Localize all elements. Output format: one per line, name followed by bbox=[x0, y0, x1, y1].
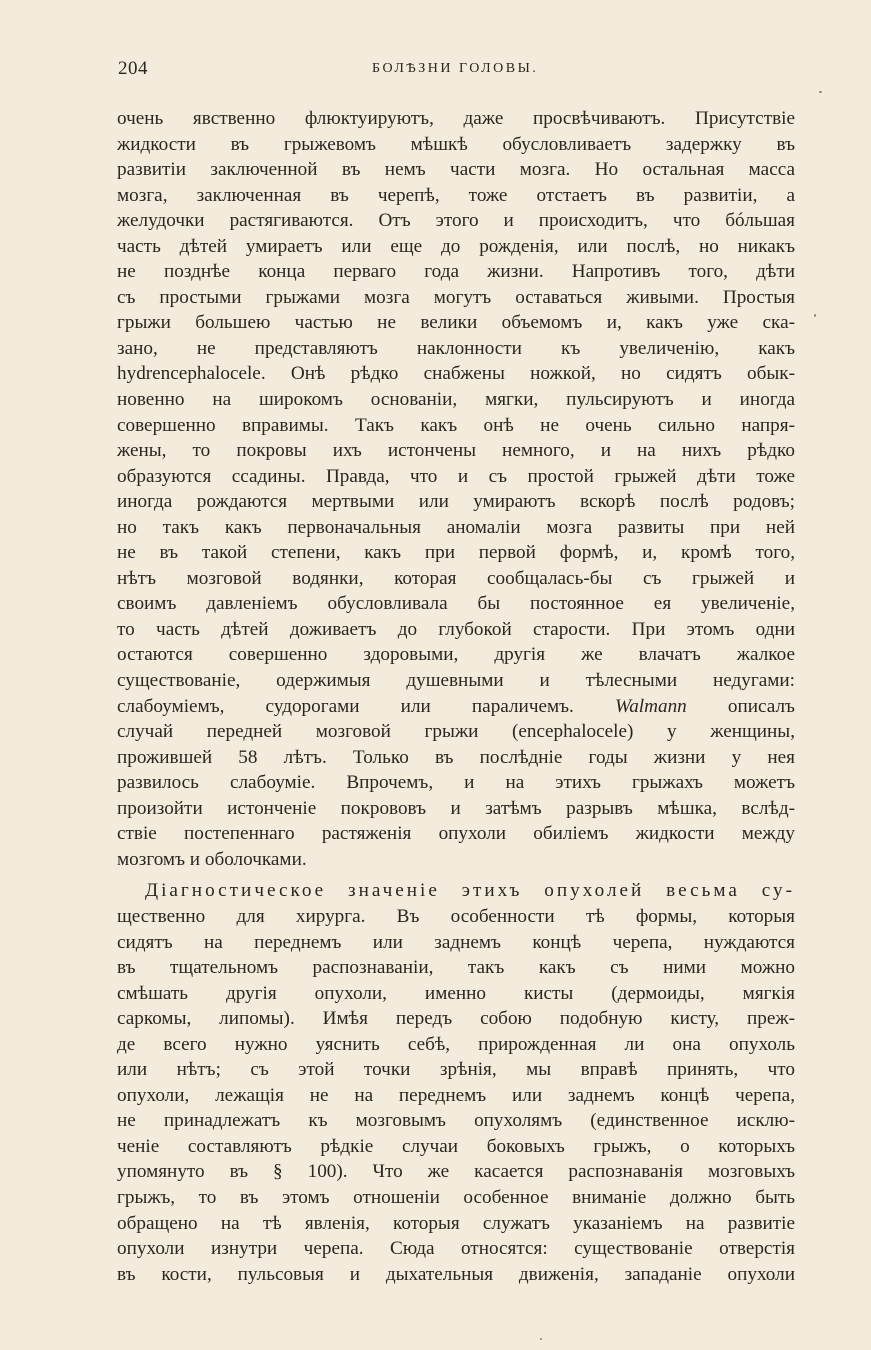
text-line: де всего нужно уяснить себѣ, прирожденная ли она опухоль bbox=[117, 1033, 795, 1055]
page-header bbox=[118, 58, 794, 88]
text-line: остаются совершенно здоровыми, другія же влачатъ жалкое bbox=[117, 644, 795, 666]
text-line: съ простыми грыжами мозга могутъ оставаться живыми. Простыя bbox=[117, 286, 795, 308]
text-line: обращено на тѣ явленія, которыя служатъ указаніемъ на развитіе bbox=[117, 1212, 795, 1234]
text-line: своимъ давленіемъ обусловливала бы постоянное ея увеличеніе, bbox=[117, 593, 795, 615]
text-line: нѣтъ мозговой водянки, которая сообщалась-бы съ грыжей и bbox=[117, 567, 795, 589]
text-line: слабоуміемъ, судорогами или параличемъ. Walmann описалъ bbox=[117, 695, 795, 717]
text-line: упомянуто въ § 100). Что же касается распознаванія мозговыхъ bbox=[117, 1161, 795, 1183]
text-line: иногда рождаются мертвыми или умираютъ вскорѣ послѣ родовъ; bbox=[117, 491, 795, 513]
text-line: въ тщательномъ распознаваніи, такъ какъ съ ними можно bbox=[117, 957, 795, 979]
text-line: ствіе постепеннаго растяженія опухоли обиліемъ жидкости между bbox=[117, 823, 795, 845]
page-number: 204 bbox=[118, 58, 148, 79]
text-line: жены, то покровы ихъ истончены немного, и на нихъ рѣдко bbox=[117, 440, 795, 462]
paragraph-2 bbox=[117, 878, 795, 1287]
paper-speck bbox=[819, 91, 822, 93]
text-line: сидятъ на переднемъ или заднемъ концѣ черепа, нуждаются bbox=[117, 931, 795, 953]
paper-speck bbox=[814, 314, 816, 317]
text-line: щественно для хирурга. Въ особенности тѣ формы, которыя bbox=[117, 905, 795, 927]
text-line: совершенно вправимы. Такъ какъ онѣ не очень сильно напря- bbox=[117, 414, 795, 436]
text-line: желудочки растягиваются. Отъ этого и происходитъ, что бóльшая bbox=[117, 210, 795, 232]
text-line: hydrencephalocele. Онѣ рѣдко снабжены ножкой, но сидятъ обык- bbox=[117, 363, 795, 385]
text-line: или нѣтъ; съ этой точки зрѣнія, мы вправѣ принять, что bbox=[117, 1059, 795, 1081]
text-line: мозгомъ и оболочками. bbox=[117, 848, 307, 870]
text-line: новенно на широкомъ основаніи, мягки, пульсируютъ и иногда bbox=[117, 389, 795, 411]
text-line: не въ такой степени, какъ при первой формѣ, и, кромѣ того, bbox=[117, 542, 795, 564]
author-name: Walmann bbox=[614, 695, 687, 717]
text-line: развилось слабоуміе. Впрочемъ, и на этихъ грыжахъ можетъ bbox=[117, 772, 795, 794]
text-line: но такъ какъ первоначальныя аномаліи мозга развиты при ней bbox=[117, 516, 795, 538]
text-line: развитіи заключенной въ немъ части мозга. Но остальная масса bbox=[117, 159, 795, 181]
text-line: ченіе составляютъ рѣдкіе случаи боковыхъ грыжъ, о которыхъ bbox=[117, 1135, 795, 1157]
text-line: существованіе, одержимыя душевными и тѣлесными недугами: bbox=[117, 670, 795, 692]
paper-speck bbox=[540, 1338, 542, 1340]
text-line: произойти истонченіе покрововъ и затѣмъ разрывъ мѣшка, вслѣд- bbox=[117, 797, 795, 819]
paragraph-1 bbox=[117, 106, 795, 872]
text-line: часть дѣтей умираетъ или еще до рожденія, или послѣ, но никакъ bbox=[117, 235, 795, 257]
text-line: мозга, заключенная въ черепѣ, тоже отстаетъ въ развитіи, а bbox=[117, 184, 795, 206]
text-line: не позднѣе конца перваго года жизни. Напротивъ того, дѣти bbox=[117, 261, 795, 283]
text-line: грыжъ, то въ этомъ отношеніи особенное вниманіе должно быть bbox=[117, 1186, 795, 1208]
running-head: БОЛѢЗНИ ГОЛОВЫ. bbox=[372, 61, 539, 76]
text-line: въ кости, пульсовыя и дыхательныя движенія, западаніе опухоли bbox=[117, 1263, 795, 1285]
text-line: то часть дѣтей доживаетъ до глубокой старости. При этомъ одни bbox=[117, 618, 795, 640]
text-line: зано, не представляютъ наклонности къ увеличенію, какъ bbox=[117, 337, 795, 359]
text-line: грыжи большею частью не велики объемомъ и, какъ уже ска- bbox=[117, 312, 795, 334]
text-line: образуются ссадины. Правда, что и съ простой грыжей дѣти тоже bbox=[117, 465, 795, 487]
text-line: смѣшать другія опухоли, именно кисты (дермоиды, мягкія bbox=[117, 982, 795, 1004]
text-line: жидкости въ грыжевомъ мѣшкѣ обусловливаетъ задержку въ bbox=[117, 133, 795, 155]
text-line: опухоли, лежащія не на переднемъ или заднемъ концѣ черепа, bbox=[117, 1084, 795, 1106]
text-line-spaced: Діагностическое значеніе этихъ опухолей весьма су- bbox=[145, 880, 795, 902]
text-line: прожившей 58 лѣтъ. Только въ послѣдніе годы жизни у нея bbox=[117, 746, 795, 768]
text-line: саркомы, липомы). Имѣя передъ собою подобную кисту, преж- bbox=[117, 1008, 795, 1030]
text-line: очень явственно флюктуируютъ, даже просвѣчиваютъ. Присутствіе bbox=[117, 108, 795, 129]
text-line: не принадлежатъ къ мозговымъ опухолямъ (единственное исклю- bbox=[117, 1110, 795, 1132]
text-line: случай передней мозговой грыжи (encephalocele) у женщины, bbox=[117, 721, 795, 743]
body-text bbox=[117, 106, 795, 1287]
text-line: опухоли изнутри черепа. Сюда относятся: существованіе отверстія bbox=[117, 1238, 795, 1260]
